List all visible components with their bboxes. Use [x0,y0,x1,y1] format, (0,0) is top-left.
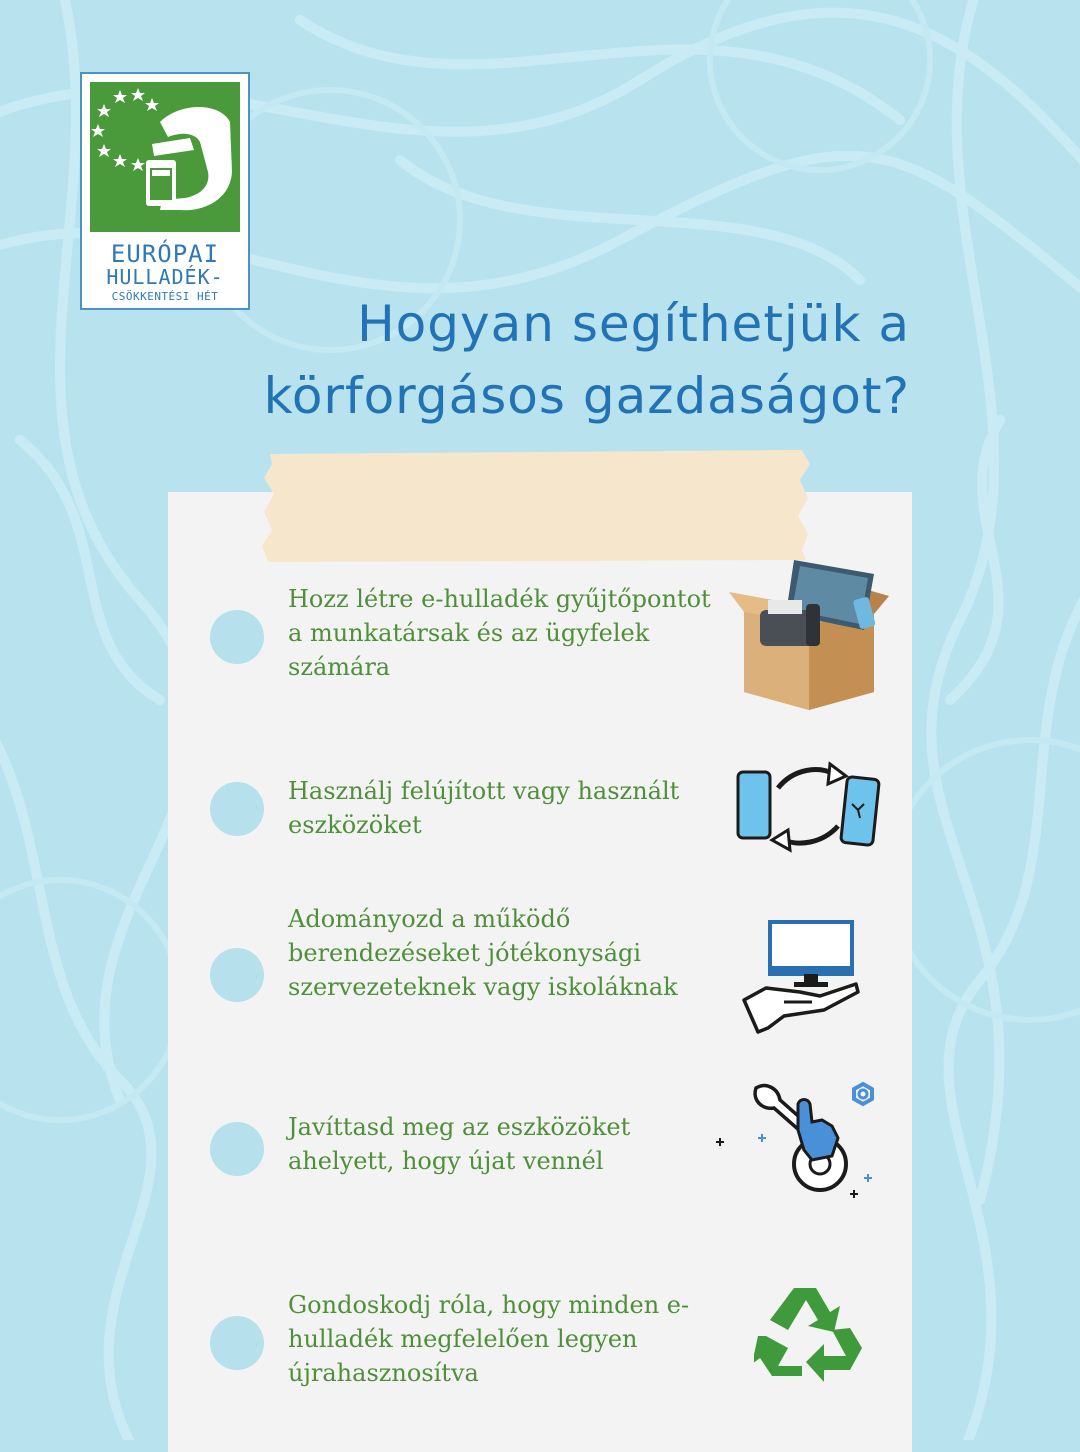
ewwr-logo [80,72,250,310]
hand-bin-icon [90,82,240,232]
item-text: Adományozd a működő berendezéseket jótékonysági szervezeteknek vagy iskoláknak [288,905,678,1001]
page-title-line-1: Hogyan segíthetjük a [357,295,910,353]
tape-strip [262,450,812,562]
bullet-dot [210,782,264,836]
recycle-icon [754,1280,866,1384]
bullet-dot [210,948,264,1002]
bullet-dot [210,1316,264,1370]
repair-tools-icon [708,1074,888,1206]
logo-line-2: HULLADÉK- [106,265,224,289]
item-text: Használj felújított vagy használt eszközöket [288,777,680,839]
ewaste-box-icon [724,552,894,712]
content-card [168,492,912,1452]
page-title-line-2: körforgásos gazdaságot? [263,367,910,425]
logo-emblem [90,82,240,232]
donate-monitor-icon [740,918,864,1036]
bullet-dot [210,1122,264,1176]
item-text: Gondoskodj róla, hogy minden e-hulladék megfelelően legyen újrahasznosítva [288,1291,690,1387]
item-text: Javíttasd meg az eszközöket ahelyett, hogy újat vennél [288,1113,631,1175]
page-title [150,288,910,432]
logo-line-3: CSÖKKENTÉSI HÉT [111,290,219,303]
item-text: Hozz létre e-hulladék gyűjtőpontot a munkatársak és az ügyfelek számára [288,585,711,681]
logo-line-1: EURÓPAI [110,240,220,268]
bullet-dot [210,610,264,664]
phone-swap-icon [734,758,884,858]
